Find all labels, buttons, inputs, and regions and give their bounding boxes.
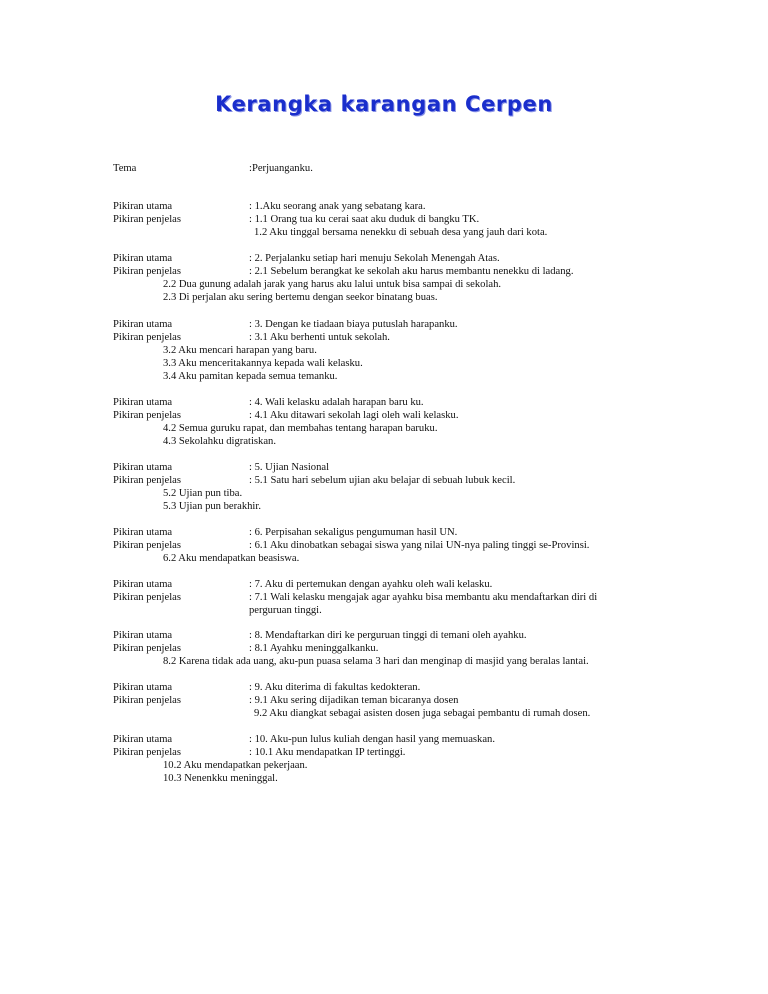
supporting-detail-text: 6.2 Aku mendapatkan beasiswa. bbox=[163, 553, 300, 564]
supporting-detail-row bbox=[0, 707, 768, 720]
supporting-detail-text: 4.2 Semua guruku rapat, dan membahas tentang harapan baruku. bbox=[163, 423, 438, 434]
supporting-detail-text: 3.3 Aku menceritakannya kepada wali kelasku. bbox=[163, 358, 363, 369]
main-idea-label: Pikiran utama bbox=[113, 397, 173, 408]
main-idea-label: Pikiran utama bbox=[113, 201, 173, 212]
supporting-detail-text: 10.2 Aku mendapatkan pekerjaan. bbox=[163, 760, 308, 771]
main-idea-text: : 9. Aku diterima di fakultas kedokteran. bbox=[249, 682, 421, 693]
main-idea-row bbox=[0, 461, 768, 474]
main-idea-text: : 1.Aku seorang anak yang sebatang kara. bbox=[249, 201, 426, 212]
supporting-idea-row bbox=[0, 265, 768, 278]
tema-value: :Perjuanganku. bbox=[249, 163, 313, 174]
supporting-idea-text: : 6.1 Aku dinobatkan sebagai siswa yang nilai UN-nya paling tinggi se-Provinsi. bbox=[249, 540, 590, 551]
main-idea-row bbox=[0, 733, 768, 746]
supporting-detail-text: 9.2 Aku diangkat sebagai asisten dosen juga sebagai pembantu di rumah dosen. bbox=[254, 708, 591, 719]
main-idea-row bbox=[0, 396, 768, 409]
supporting-idea-row bbox=[0, 694, 768, 707]
supporting-detail-text: 4.3 Sekolahku digratiskan. bbox=[163, 436, 276, 447]
supporting-detail-row bbox=[0, 357, 768, 370]
supporting-idea-label: Pikiran penjelas bbox=[113, 475, 181, 486]
supporting-detail-text: 5.3 Ujian pun berakhir. bbox=[163, 501, 261, 512]
supporting-idea-row bbox=[0, 474, 768, 487]
supporting-idea-row bbox=[0, 642, 768, 655]
supporting-idea-text: : 8.1 Ayahku meninggalkanku. bbox=[249, 643, 379, 654]
main-idea-label: Pikiran utama bbox=[113, 734, 173, 745]
main-idea-row bbox=[0, 526, 768, 539]
supporting-idea-label: Pikiran penjelas bbox=[113, 747, 181, 758]
supporting-idea-text: : 3.1 Aku berhenti untuk sekolah. bbox=[249, 332, 390, 343]
main-idea-row bbox=[0, 200, 768, 213]
supporting-idea-label: Pikiran penjelas bbox=[113, 332, 181, 343]
supporting-detail-row bbox=[0, 552, 768, 565]
main-idea-label: Pikiran utama bbox=[113, 253, 173, 264]
supporting-idea-text: : 9.1 Aku sering dijadikan teman bicaranya dosen bbox=[249, 695, 459, 706]
main-idea-label: Pikiran utama bbox=[113, 462, 173, 473]
supporting-idea-label: Pikiran penjelas bbox=[113, 540, 181, 551]
main-idea-text: : 8. Mendaftarkan diri ke perguruan tinggi di temani oleh ayahku. bbox=[249, 630, 527, 641]
supporting-detail-row bbox=[0, 278, 768, 291]
supporting-detail-text: 1.2 Aku tinggal bersama nenekku di sebuah desa yang jauh dari kota. bbox=[254, 227, 548, 238]
main-idea-row bbox=[0, 252, 768, 265]
supporting-detail-text: 8.2 Karena tidak ada uang, aku-pun puasa selama 3 hari dan menginap di masjid yang beralas lantai. bbox=[163, 656, 589, 667]
supporting-idea-row bbox=[0, 331, 768, 344]
supporting-idea-text: : 1.1 Orang tua ku cerai saat aku duduk di bangku TK. bbox=[249, 214, 480, 225]
main-idea-text: : 2. Perjalanku setiap hari menuju Sekolah Menengah Atas. bbox=[249, 253, 500, 264]
main-idea-label: Pikiran utama bbox=[113, 579, 173, 590]
supporting-detail-row bbox=[0, 370, 768, 383]
supporting-detail-row bbox=[0, 604, 768, 617]
supporting-idea-row bbox=[0, 591, 768, 604]
supporting-detail-text: 2.2 Dua gunung adalah jarak yang harus aku lalui untuk bisa sampai di sekolah. bbox=[163, 279, 502, 290]
main-idea-text: : 6. Perpisahan sekaligus pengumuman hasil UN. bbox=[249, 527, 458, 538]
supporting-idea-label: Pikiran penjelas bbox=[113, 643, 181, 654]
supporting-idea-text: : 10.1 Aku mendapatkan IP tertinggi. bbox=[249, 747, 406, 758]
supporting-idea-text: : 2.1 Sebelum berangkat ke sekolah aku harus membantu nenekku di ladang. bbox=[249, 266, 574, 277]
supporting-detail-row bbox=[0, 500, 768, 513]
supporting-idea-text: : 5.1 Satu hari sebelum ujian aku belajar di sebuah lubuk kecil. bbox=[249, 475, 516, 486]
document-title: Kerangka karangan Cerpen bbox=[215, 92, 553, 116]
main-idea-text: : 5. Ujian Nasional bbox=[249, 462, 330, 473]
supporting-idea-row bbox=[0, 213, 768, 226]
supporting-detail-row bbox=[0, 487, 768, 500]
tema-label: Tema bbox=[113, 163, 137, 174]
supporting-detail-row bbox=[0, 759, 768, 772]
supporting-idea-text: : 4.1 Aku ditawari sekolah lagi oleh wali kelasku. bbox=[249, 410, 459, 421]
main-idea-label: Pikiran utama bbox=[113, 319, 173, 330]
supporting-detail-row bbox=[0, 772, 768, 785]
supporting-idea-row bbox=[0, 409, 768, 422]
main-idea-text: : 10. Aku-pun lulus kuliah dengan hasil yang memuaskan. bbox=[249, 734, 495, 745]
main-idea-row bbox=[0, 629, 768, 642]
supporting-detail-row bbox=[0, 291, 768, 304]
supporting-detail-row bbox=[0, 226, 768, 239]
supporting-idea-row bbox=[0, 746, 768, 759]
supporting-detail-text: 5.2 Ujian pun tiba. bbox=[163, 488, 243, 499]
main-idea-label: Pikiran utama bbox=[113, 682, 173, 693]
supporting-idea-label: Pikiran penjelas bbox=[113, 695, 181, 706]
supporting-detail-text: 3.4 Aku pamitan kepada semua temanku. bbox=[163, 371, 338, 382]
supporting-detail-row bbox=[0, 344, 768, 357]
supporting-idea-text: : 7.1 Wali kelasku mengajak agar ayahku bisa membantu aku mendaftarkan diri di bbox=[249, 592, 598, 603]
supporting-detail-row bbox=[0, 655, 768, 668]
main-idea-label: Pikiran utama bbox=[113, 527, 173, 538]
supporting-idea-row bbox=[0, 539, 768, 552]
supporting-detail-row bbox=[0, 422, 768, 435]
main-idea-row bbox=[0, 318, 768, 331]
supporting-detail-text: 2.3 Di perjalan aku sering bertemu dengan seekor binatang buas. bbox=[163, 292, 438, 303]
supporting-detail-text: 10.3 Nenenkku meninggal. bbox=[163, 773, 278, 784]
supporting-detail-text: 3.2 Aku mencari harapan yang baru. bbox=[163, 345, 317, 356]
supporting-idea-label: Pikiran penjelas bbox=[113, 214, 181, 225]
supporting-detail-text: perguruan tinggi. bbox=[249, 605, 322, 616]
main-idea-row bbox=[0, 578, 768, 591]
main-idea-text: : 7. Aku di pertemukan dengan ayahku oleh wali kelasku. bbox=[249, 579, 493, 590]
main-idea-label: Pikiran utama bbox=[113, 630, 173, 641]
tema-row bbox=[0, 162, 768, 175]
supporting-idea-label: Pikiran penjelas bbox=[113, 592, 181, 603]
main-idea-text: : 3. Dengan ke tiadaan biaya putuslah harapanku. bbox=[249, 319, 458, 330]
main-idea-text: : 4. Wali kelasku adalah harapan baru ku. bbox=[249, 397, 424, 408]
supporting-idea-label: Pikiran penjelas bbox=[113, 410, 181, 421]
supporting-idea-label: Pikiran penjelas bbox=[113, 266, 181, 277]
main-idea-row bbox=[0, 681, 768, 694]
supporting-detail-row bbox=[0, 435, 768, 448]
